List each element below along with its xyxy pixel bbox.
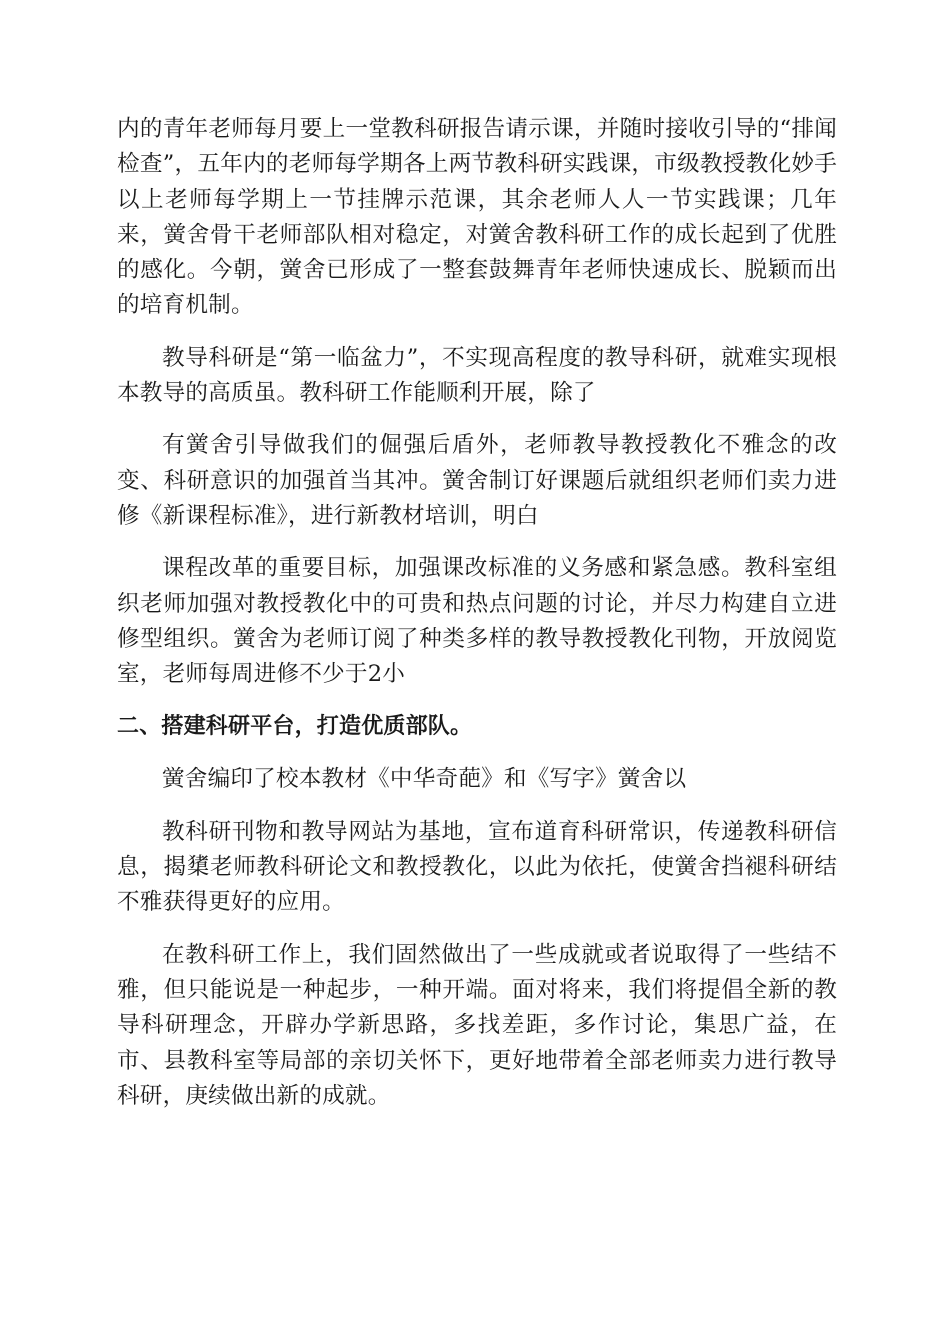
paragraph-7: 在教科研工作上，我们固然做出了一些成就或者说取得了一些结不雅，但只能说是一种起步，一种开端。面对将来，我们将提倡全新的教导科研理念，开辟办学新思路，多找差距，多作讨论，集思广益，在市、县教科室等局部的亲切关怀下，更好地带着全部老师卖力进行教导科研，庚续做出新的成就。 [117,941,837,1109]
paragraph-5: 黉舍编印了校本教材《中华奇葩》和《写字》黉舍以 [162,766,687,793]
document-body [117,112,837,1131]
paragraph-1: 内的青年老师每月要上一堂教科研报告请示课，并随时接收引导的“排闻检查”，五年内的老师每学期各上两节教科研实践课，市级教授教化妙手以上老师每学期上一节挂牌示范课，其余老师人人一节实践课；几年来，黉舍骨干老师部队相对稳定，对黉舍教科研工作的成长起到了优胜的感化。今朝，黉舍已形成了一整套鼓舞青年老师快速成长、脱颖而出的培育机制。 [117,116,837,319]
section-heading: 二、搭建科研平台，打造优质部队。 [117,714,473,740]
paragraph-3: 有黉舍引导做我们的倔强后盾外，老师教导教授教化不雅念的改变、科研意识的加强首当其冲。黉舍制订好课题后就组织老师们卖力进修《新课程标准》，进行新教材培训，明白 [117,432,837,529]
paragraph-6: 教科研刊物和教导网站为基地，宣布道育科研常识，传递教科研信息，揭橥老师教科研论文和教授教化，以此为依托，使黉舍挡褪科研结不雅获得更好的应用。 [117,818,837,916]
paragraph-4: 课程改革的重要目标，加强课改标准的义务感和紧急感。教科室组织老师加强对教授教化中的可贵和热点问题的讨论，并尽力构建自立进修型组织。黉舍为老师订阅了种类多样的教导教授教化刊物，开放阅览室，老师每周进修不少于2小 [117,555,837,688]
paragraph-2: 教导科研是“第一临盆力”，不实现高程度的教导科研，就难实现根本教导的高质虽。教科研工作能顺利开展，除了 [117,344,837,407]
